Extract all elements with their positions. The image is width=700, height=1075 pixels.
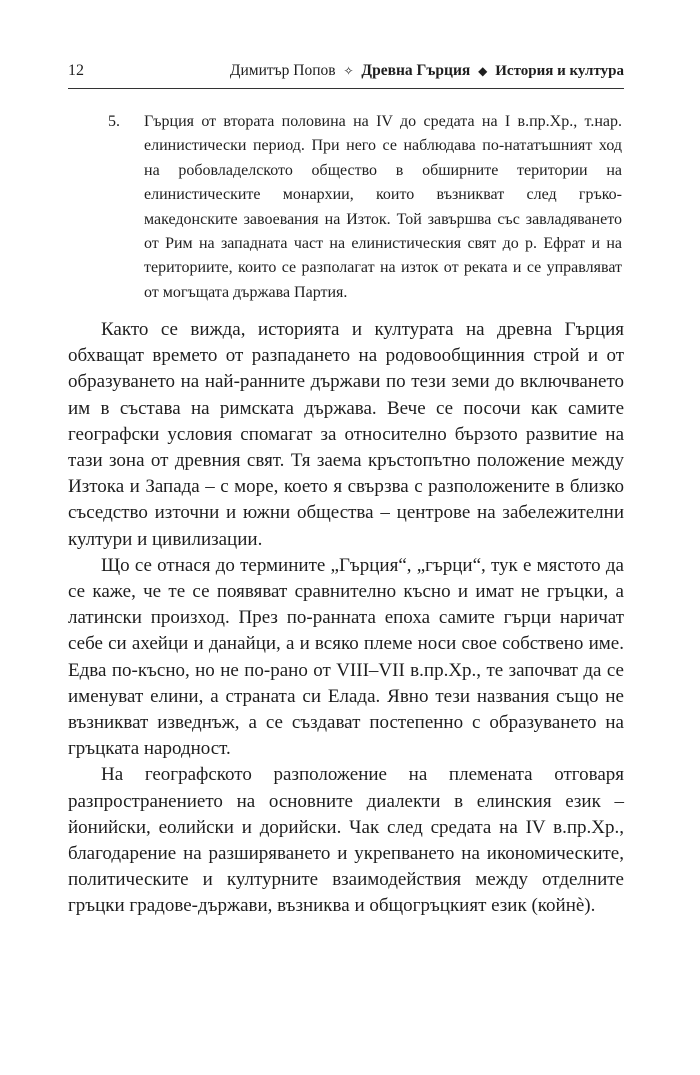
numbered-list-item	[108, 110, 622, 305]
book-title: Древна Гърция	[361, 62, 471, 79]
author-name: Димитър Попов	[229, 62, 336, 79]
book-subtitle: История и култура	[495, 63, 624, 79]
list-item-number: 5.	[108, 113, 120, 130]
running-header	[68, 62, 624, 89]
list-item-text: Гърция от втората половина на IV до средата на I в.пр.Хр., т.нар. елинистически период. При него се наблюдава по-нататъшният ход на робовладелското общество в обширните територии на елинистическите монархии, които възникват след гръко-македонските завоевания на Изток. Той завършва със завладяването от Рим на западната част на елинистическия свят до р. Ефрат и на териториите, които се разполагат на изток от реката и се управляват от могъщата държава Партия.	[144, 113, 622, 301]
main-text	[68, 317, 624, 920]
paragraph: На географското разположение на племената отговаря разпространението на основните диалекти в елинския език – йонийски, еолийски и дорийски. Чак след средата на IV в.пр.Хр., благодарение на разширяването и укрепването на икономическите, политическите и културните взаимодействия между отделните гръцки градове-държави, възниква и общогръцкият език (койнѐ).	[68, 764, 624, 917]
star-ornament-icon: ✧	[343, 64, 354, 78]
running-title	[230, 62, 624, 80]
page-number: 12	[68, 62, 84, 79]
paragraph: Както се вижда, историята и културата на древна Гърция обхващат времето от разпадането на родовообщинния строй и от образуването на най-ранните държави по тези земи до включването им в състава на римската държава. Вече се посочи как самите географски условия спомагат за относително бързото развитие на тази зона от древния свят. Тя заема кръстопътно положение между Изтока и Запада – с море, което я свързва с разположените в близко съседство източни и южни общества – центрове на забележителни култури и цивилизации.	[68, 319, 624, 550]
paragraph: Що се отнася до термините „Гърция“, „гърци“, тук е мястото да се каже, че те се появяват сравнително късно и имат не гръцки, а латински произход. През по-ранната епоха самите гърци наричат себе си ахейци и данайци, а и всяко племе носи свое собствено име. Едва по-късно, но не по-рано от VIII–VII в.пр.Хр., те започват да се именуват елини, а страната си Елада. Явно тези названия също не възникват изведнъж, а се създават постепенно с образуването на гръцката народност.	[68, 554, 624, 760]
diamond-ornament-icon: ◆	[478, 64, 488, 78]
